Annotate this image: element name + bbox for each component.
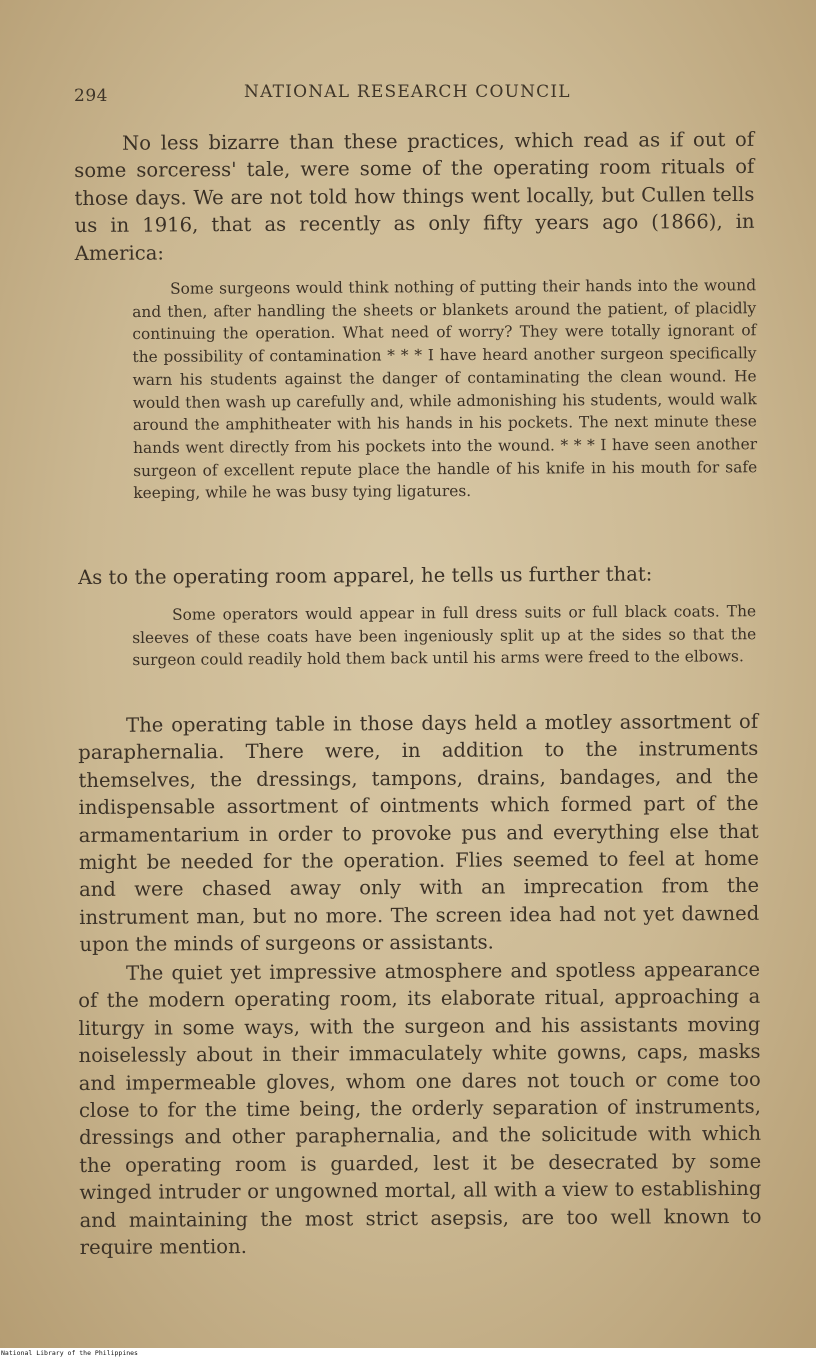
paragraph-intro: No less bizarre than these practices, which read as if out of some sorceress' tale, were some of the operating room rituals of those days. We are not told how things went locally, but Cullen tells us in 1916, that as recently as only fifty years ago (1866), in America: [74,127,755,265]
library-credit: National Library of the Philippines [1,1349,138,1357]
paragraph-apparel: As to the operating room apparel, he tells us further that: [78,562,653,589]
block-quote-operators: Some operators would appear in full dress suits or full black coats. The sleeves of these coats have been ingeniously split up at the sides so that the surgeon could readily hold them back until his arms were freed to the elbows. [132,602,757,670]
paragraph-modern-room: The quiet yet impressive atmosphere and spotless appearance of the modern operating room, its elaborate ritual, approaching a liturgy in some ways, with the surgeon and his assistants moving noiselessly about in their immaculately white gowns, caps, masks and impermeable gloves, whom one dares not touch or come too close to for the time being, the orderly separation of instruments, dressings and other paraphernalia, and the solicitude with which the operating room is guarded, lest it be desecrated by some winged intruder or ungowned mortal, all with a view to establishing and maintaining the most strict asepsis, are too well known to require mention. [78,957,762,1260]
block-quote-surgeons: Some surgeons would think nothing of putting their hands into the wound and then, after handling the sheets or blankets around the patient, of placidly continuing the operation. What need of worry? They were totally ignorant of the possibility of contamination * * * I have heard another surgeon specifically warn his students against the danger of contaminating the clean wound. He would then wash up carefully and, while admonishing his students, would walk around the amphitheater with his hands in his pockets. The next minute these hands went directly from his pockets into the wound. * * * I have seen another surgeon of excellent repute place the handle of his knife in his mouth for safe keeping, while he was busy tying ligatures. [132,276,758,503]
running-head: NATIONAL RESEARCH COUNCIL [244,82,571,102]
paragraph-operating-table: The operating table in those days held a motley assortment of paraphernalia. There were, in addition to the instruments themselves, the dressings, tampons, drains, bandages, and the indispensable assortment of ointments which formed part of the armamentarium in order to provoke pus and everything else that might be needed for the operation. Flies seemed to feel at home and were chased away only with an imprecation from the instrument man, but no more. The screen idea had not yet dawned upon the minds of surgeons or assistants. [78,709,760,957]
page-number: 294 [74,86,108,106]
